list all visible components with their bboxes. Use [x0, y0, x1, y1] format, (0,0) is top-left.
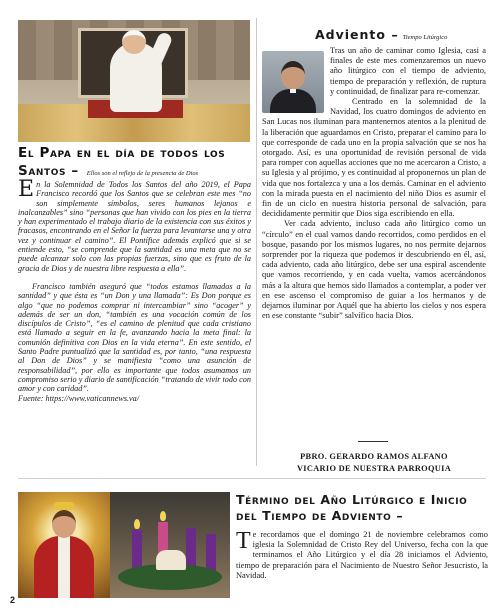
advent-wreath-photo [110, 492, 230, 598]
article-subtitle-pope [18, 162, 253, 180]
paragraph: Francisco también aseguró que “todos estamos llamados a la santidad” y que ésta es “un Don y una llamada”: Es Don porque es algo “que no podemos comprar ni intercambiar” sino “acoger” y además de ser un don, “también es una vocación común de los discípulos de Cristo”, “es el camino de plenitud que cada cristiano está llamado a seguir en la fe, avanzando hacia la meta final: la comunión definitiva con Dios en la vida eterna”. En este sentido, el Santo Padre puntualizó que la santidad es, por tanto, “una respuesta al Don de Dios” y se manifiesta “como una asunción de responsabilidad”, por ello es importante que todos asumamos un compromiso serio y diario de santificación “tratando de vivir todo con amor y con caridad”. [18, 281, 251, 394]
paragraph [18, 177, 251, 273]
article-body-liturgical-year [236, 530, 488, 581]
christ-king-image [18, 492, 110, 598]
article-note-advent: Tiempo Litúrgico [402, 34, 448, 41]
source-link[interactable]: Fuente: https://www.vaticannews.va/ [18, 393, 140, 403]
pope-photo [18, 20, 250, 142]
article-title-advent: Adviento – [315, 27, 399, 42]
dropcap: T [236, 528, 251, 554]
article-header-advent [315, 26, 447, 44]
article-title-pope-line2: Santos – [18, 163, 79, 179]
paragraph: Ver cada adviento, incluso cada año litúrgico como un “círculo” en el cual vamos dando recorridos, como perdidos en el bosque, pasando por los mismos lugares, no nos permite dejarnos sorprender por la riqueza que podemos ir descubriendo en él, así, cada adviento, cada año litúrgico, debe ser una espiral ascendente que vamos recorriendo, y en cada vuelta, vamos acercándonos más a la altura que hemos sido llamados a contemplar, a poder ver en ese ascenso el compromiso de guiar a los hermanos y de dejarnos iluminar por Aquél que ha abierto los cielos y nos espera en ese constante “subir” salvífico hacia Dios. [262, 219, 486, 321]
section-divider [18, 478, 486, 479]
paragraph-text: n la Solemnidad de Todos los Santos del año 2019, el Papa Francisco recordó que los Santos que se celebran este mes “no son simplemente símbolos, seres humanos lejanos e inalcanzables” sino “personas que han vivido con los pies en la tierra y han experimentado el trabajo diario de la existencia con sus éxitos y fracasos, encontrando en el Señor la fuerza para levantarse una y otra vez y continuar el camino”. El Pontífice además explicó que si se entiende esto, “se comprende que la santidad es una meta que no se puede alcanzar solo con las propias fuerzas, sino que es fruto de la gracia de Dios y de nuestra libre respuesta a ella”. [18, 180, 251, 273]
page-number: 2 [10, 595, 16, 605]
column-divider [256, 18, 257, 466]
paragraph-text: e recordamos que el domingo 21 de noviembre celebramos como iglesia la Solemnidad de Cristo Rey del Universo, fecha con la que terminamos el Año Litúrgico y el día 28 iniciamos el Adviento, tiempo de preparación para el Nacimiento de Nuestro Señor Jesucristo, la Navidad. [236, 530, 488, 580]
article-title-liturgical-year: Término del Año Litúrgico e Inicio del Tiempo de Adviento – [236, 492, 468, 523]
paragraph: Centrado en la solemnidad de la Navidad, los cuatro domingos de adviento en San Lucas nos iluminan para mantenernos atentos a la plenitud de la liberación que aguardamos en Cristo, preparar el camino para lo que corresponde de cada uno en la propia salvación que se nos ha otorgado. Así, es una oportunidad de revisión personal de vida para romper con aquellas acciones que no me acercaron a Cristo, a su Iglesia y al prójimo, y es continuidad al proponernos un plan de vida que nos fortalezca y una a los demás. Caminar en el adviento con la mirada puesta en el nacimiento del niño Dios es asumir el fin de un ciclo en nuestra historia personal de salvación, para decididamente permitir que Dios siga escribiendo en ella. [262, 97, 486, 219]
article-note-pope: Ellos son el reflejo de la presencia de Dios [86, 170, 199, 177]
article-body-pope [18, 177, 251, 403]
paragraph: Tras un año de caminar como Iglesia, casi a finales de este mes comenzaremos un nuevo año litúrgico con el tiempo de adviento, tiempo de preparación y reflexión, de ruptura y continuidad, de finalizar para re-comenzar. [330, 46, 486, 96]
signature-rule [358, 441, 388, 442]
article-title-pope: El Papa en el día de todos los [18, 145, 226, 161]
signature-role: VICARIO DE NUESTRA PARROQUIA [296, 464, 452, 473]
article-body-advent [262, 46, 486, 321]
dropcap: E [18, 177, 35, 202]
signature-name: PBRO. GERARDO RAMOS ALFANO [300, 452, 448, 461]
